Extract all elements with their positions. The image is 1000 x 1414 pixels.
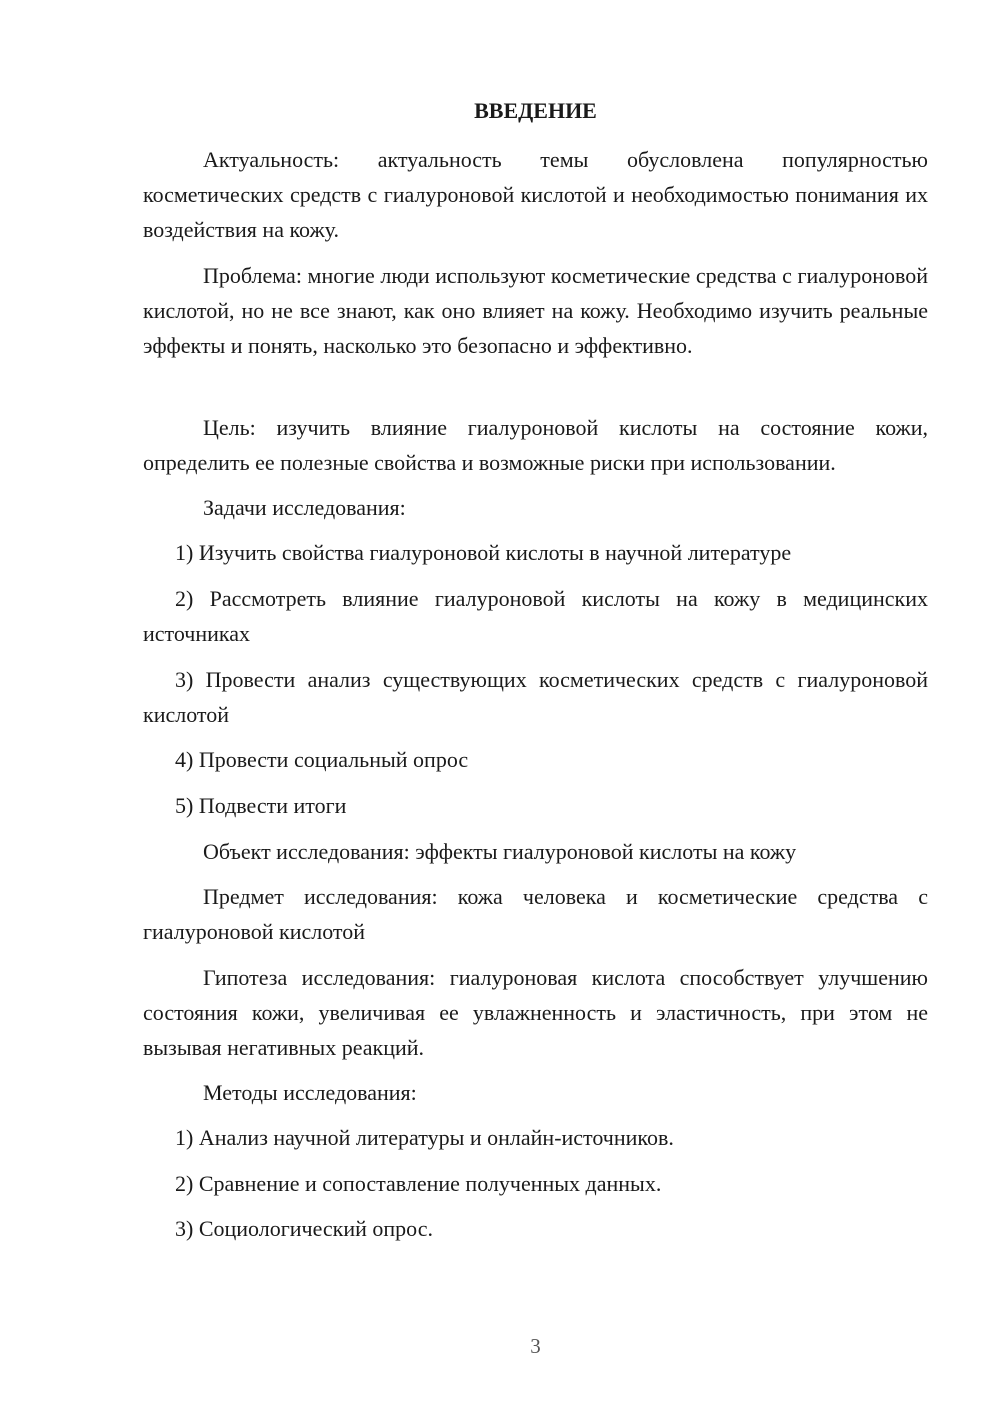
task-item-2: 2) Рассмотреть влияние гиалуроновой кислоты на кожу в медицинских источниках — [143, 586, 928, 646]
page-number: 3 — [530, 1334, 541, 1358]
paragraph-problem: Проблема: многие люди используют косметические средства с гиалуроновой кислотой, но не все знают, как оно влияет на кожу. Необходимо изучить реальные эффекты и понять, насколько это безопасно и эффективно. — [143, 263, 928, 358]
method-item-1: 1) Анализ научной литературы и онлайн-источников. — [175, 1125, 674, 1150]
document-page — [143, 0, 928, 1414]
paragraph-object: Объект исследования: эффекты гиалуроновой кислоты на кожу — [203, 839, 797, 864]
paragraph-goal: Цель: изучить влияние гиалуроновой кислоты на состояние кожи, определить ее полезные свойства и возможные риски при использовании. — [143, 415, 928, 475]
paragraph-hypothesis: Гипотеза исследования: гиалуроновая кислота способствует улучшению состояния кожи, увеличивая ее увлажненность и эластичность, при этом не вызывая негативных реакций. — [143, 965, 928, 1060]
task-item-3: 3) Провести анализ существующих косметических средств с гиалуроновой кислотой — [143, 667, 928, 727]
paragraph-relevance: Актуальность: актуальность темы обусловлена популярностью косметических средств с гиалуроновой кислотой и необходимостью понимания их воздействия на кожу. — [143, 147, 928, 242]
method-item-2: 2) Сравнение и сопоставление полученных данных. — [175, 1171, 662, 1196]
task-item-1: 1) Изучить свойства гиалуроновой кислоты в научной литературе — [175, 540, 792, 565]
task-item-5: 5) Подвести итоги — [175, 793, 347, 818]
methods-heading: Методы исследования: — [203, 1080, 417, 1105]
paragraph-subject: Предмет исследования: кожа человека и косметические средства с гиалуроновой кислотой — [143, 884, 928, 944]
method-item-3: 3) Социологический опрос. — [175, 1216, 433, 1241]
section-title: ВВЕДЕНИЕ — [474, 98, 597, 123]
tasks-heading: Задачи исследования: — [203, 495, 406, 520]
task-item-4: 4) Провести социальный опрос — [175, 747, 469, 772]
